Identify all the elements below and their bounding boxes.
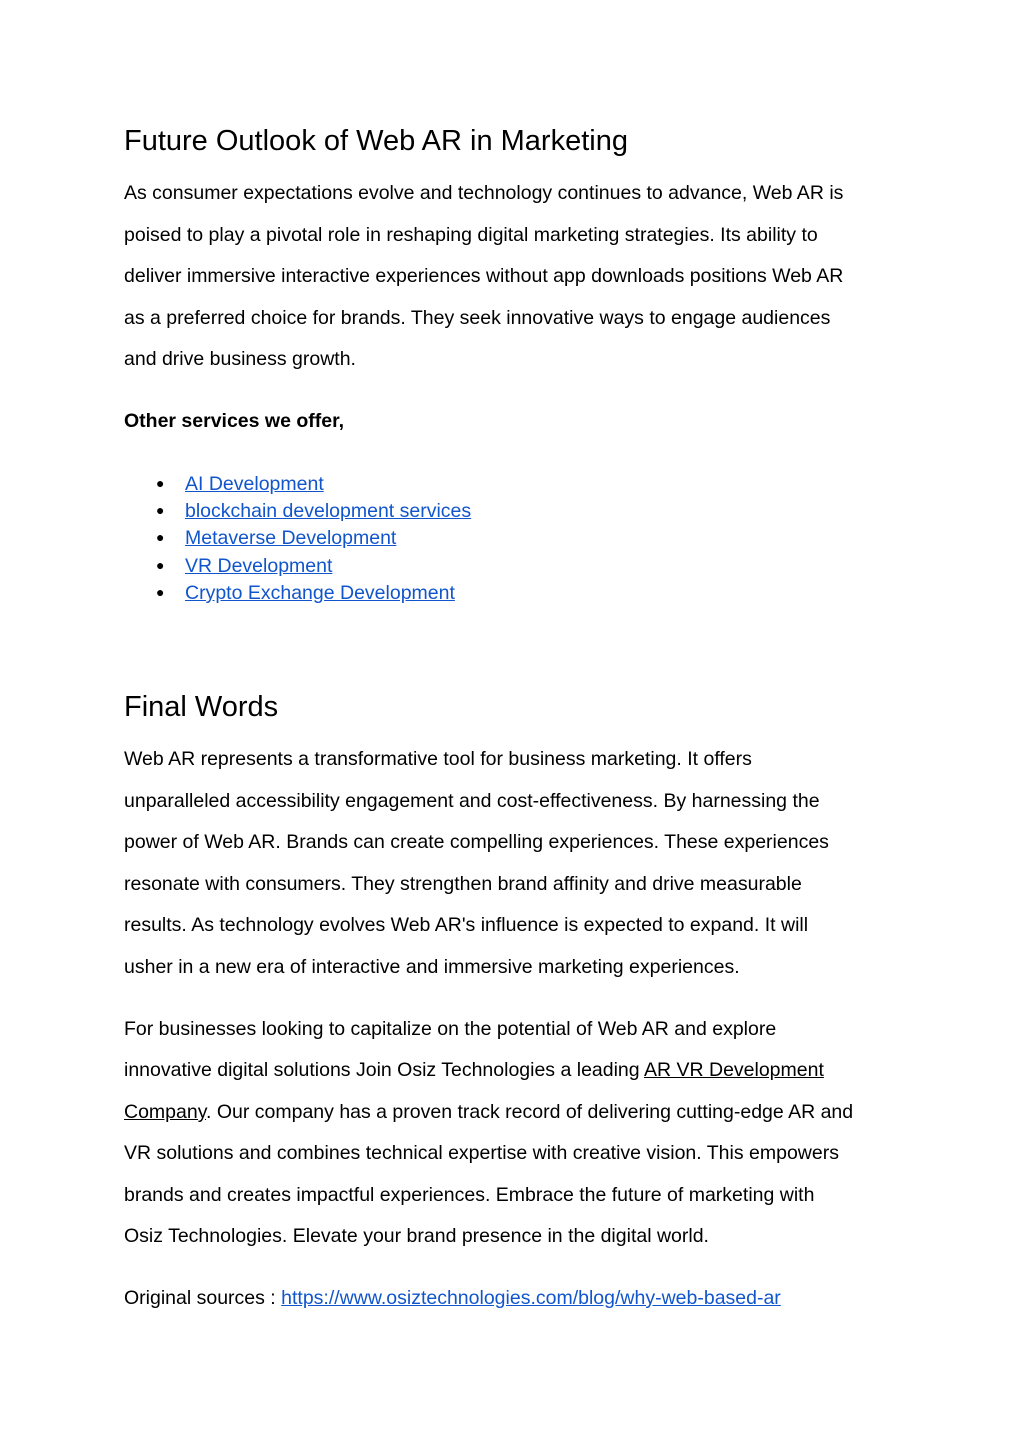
list-item — [156, 471, 324, 496]
list-item — [156, 580, 455, 605]
paragraph-line: power of Web AR. Brands can create compelling experiences. These experiences — [124, 831, 829, 853]
paragraph-line: usher in a new era of interactive and immersive marketing experiences. — [124, 956, 740, 978]
bullet-icon: ● — [156, 475, 165, 491]
paragraph-line: poised to play a pivotal role in reshaping digital marketing strategies. Its ability to — [124, 224, 818, 246]
paragraph-text: . Our company has a proven track record of delivering cutting-edge AR and — [206, 1101, 854, 1123]
list-item — [156, 553, 332, 578]
source-url-link[interactable]: https://www.osiztechnologies.com/blog/why-web-based-ar — [281, 1287, 781, 1309]
paragraph-line: VR solutions and combines technical expertise with creative vision. This empowers — [124, 1142, 839, 1164]
paragraph-line: As consumer expectations evolve and technology continues to advance, Web AR is — [124, 182, 844, 204]
paragraph-line: Web AR represents a transformative tool for business marketing. It offers — [124, 748, 752, 770]
section-heading-future-outlook: Future Outlook of Web AR in Marketing — [124, 125, 628, 157]
paragraph-line: unparalleled accessibility engagement and cost-effectiveness. By harnessing the — [124, 790, 820, 812]
bullet-icon: ● — [156, 502, 165, 518]
bullet-icon: ● — [156, 584, 165, 600]
crypto-exchange-development-link[interactable]: Crypto Exchange Development — [185, 582, 455, 604]
paragraph-line — [124, 1100, 853, 1124]
vr-development-link[interactable]: VR Development — [185, 555, 333, 577]
paragraph-line: For businesses looking to capitalize on the potential of Web AR and explore — [124, 1018, 777, 1040]
section-heading-final-words: Final Words — [124, 691, 279, 723]
paragraph-line: and drive business growth. — [124, 348, 356, 370]
paragraph-line: results. As technology evolves Web AR's influence is expected to expand. It will — [124, 914, 809, 936]
ar-vr-development-company-link[interactable]: AR VR Development — [643, 1059, 824, 1081]
bullet-icon: ● — [156, 529, 165, 545]
paragraph-line: resonate with consumers. They strengthen brand affinity and drive measurable — [124, 873, 802, 895]
paragraph-line: brands and creates impactful experiences. Embrace the future of marketing with — [124, 1184, 815, 1206]
list-item — [156, 498, 471, 523]
ai-development-link[interactable]: AI Development — [185, 473, 324, 495]
ar-vr-development-company-link-cont[interactable]: Company — [124, 1101, 207, 1123]
metaverse-development-link[interactable]: Metaverse Development — [185, 527, 397, 549]
source-label: Original sources : — [124, 1287, 282, 1309]
paragraph-line: Osiz Technologies. Elevate your brand presence in the digital world. — [124, 1225, 709, 1247]
paragraph-line: deliver immersive interactive experiences without app downloads positions Web AR — [124, 265, 844, 287]
paragraph-line — [124, 1058, 824, 1082]
original-source-line — [124, 1286, 781, 1310]
paragraph-text: innovative digital solutions Join Osiz Technologies a leading — [124, 1059, 644, 1081]
paragraph-line: as a preferred choice for brands. They seek innovative ways to engage audiences — [124, 307, 831, 329]
list-item — [156, 525, 396, 550]
bullet-icon: ● — [156, 557, 165, 573]
services-heading: Other services we offer, — [124, 410, 345, 432]
blockchain-development-link[interactable]: blockchain development services — [185, 500, 472, 522]
